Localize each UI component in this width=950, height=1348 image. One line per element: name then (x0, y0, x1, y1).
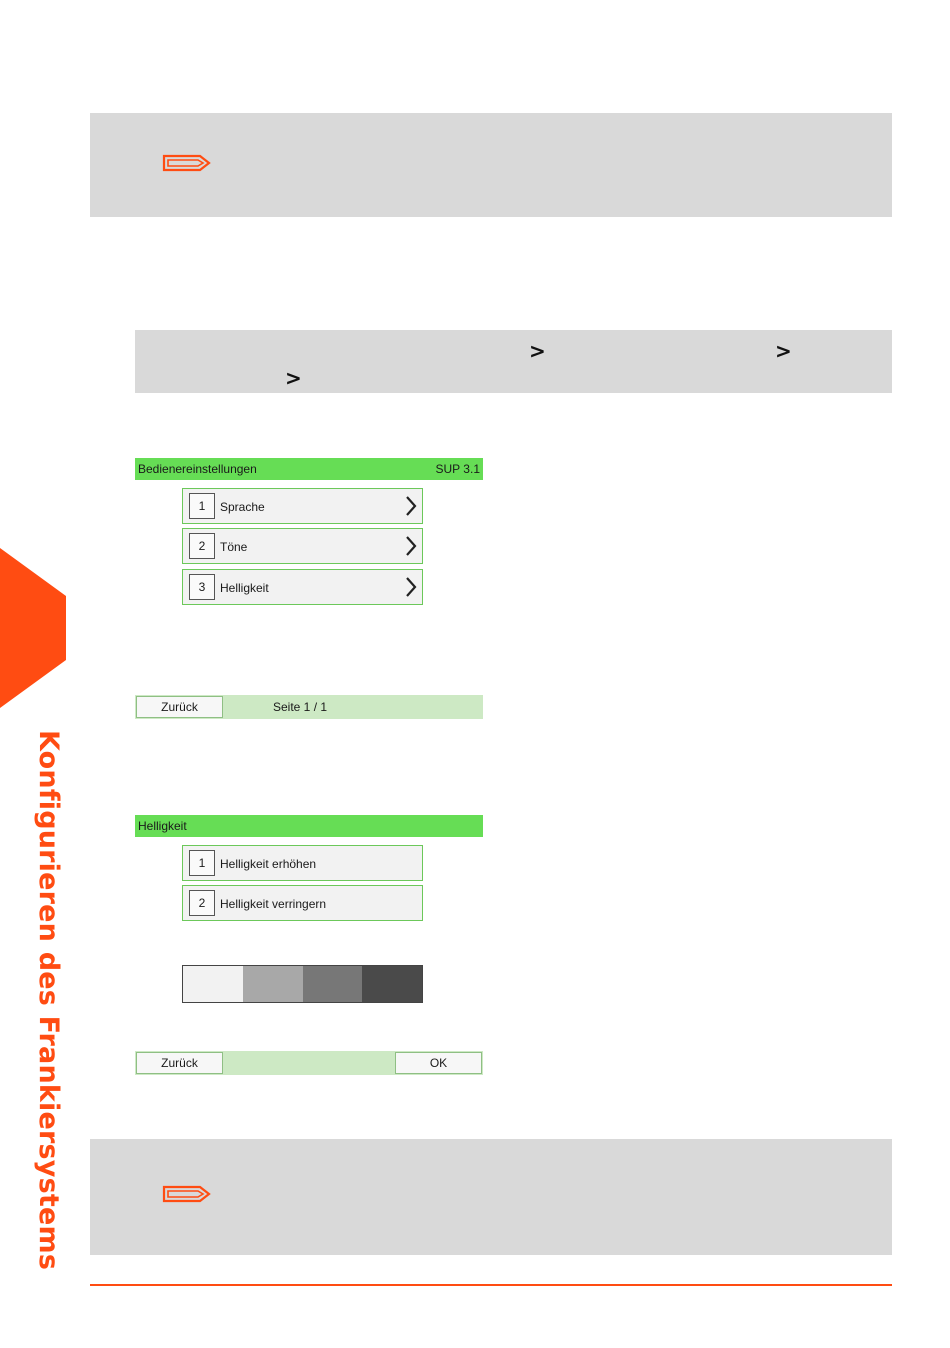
side-tab-marker (0, 548, 66, 708)
side-chapter-title: Konfigurieren des Frankiersystems (33, 730, 64, 1271)
path-arrow: > (775, 339, 792, 363)
brightness-segment-3 (303, 966, 363, 1002)
chevron-right-icon (404, 576, 418, 601)
ok-button[interactable]: OK (395, 1052, 482, 1074)
footer-divider (90, 1284, 892, 1286)
screen-title: Bedienereinstellungen (138, 462, 257, 476)
brightness-level-bar (182, 965, 423, 1003)
item-number: 2 (189, 890, 215, 916)
pencil-note-icon (162, 1184, 212, 1209)
menu-item-language[interactable] (182, 488, 423, 524)
path-arrow: > (529, 339, 546, 363)
note-box-top (90, 113, 892, 217)
note-box-bottom (90, 1139, 892, 1255)
menu-item-brightness-increase[interactable] (182, 845, 423, 881)
item-label: Sprache (220, 500, 265, 514)
path-arrow: > (285, 366, 302, 390)
menu-item-brightness-decrease[interactable] (182, 885, 423, 921)
screen-header (135, 458, 483, 480)
item-number: 3 (189, 574, 215, 600)
menu-path-box (135, 330, 892, 393)
screen-footer (135, 695, 483, 719)
screen-title: Helligkeit (138, 819, 187, 833)
chevron-right-icon (404, 535, 418, 560)
back-button[interactable]: Zurück (136, 696, 223, 718)
item-number: 2 (189, 533, 215, 559)
brightness-segment-1 (183, 966, 243, 1002)
item-number: 1 (189, 850, 215, 876)
item-label: Helligkeit erhöhen (220, 857, 317, 871)
menu-item-brightness[interactable] (182, 569, 423, 605)
pencil-note-icon (162, 153, 212, 178)
item-label: Töne (220, 540, 248, 554)
item-label: Helligkeit verringern (220, 897, 327, 911)
back-button[interactable]: Zurück (136, 1052, 223, 1074)
screen-operator-settings (135, 458, 483, 719)
item-number: 1 (189, 493, 215, 519)
chevron-right-icon (404, 495, 418, 520)
screen-brightness (135, 815, 483, 1077)
brightness-segment-4 (362, 966, 422, 1002)
screen-header (135, 815, 483, 837)
menu-item-tones[interactable] (182, 528, 423, 564)
brightness-segment-2 (243, 966, 303, 1002)
screen-code: SUP 3.1 (435, 462, 480, 476)
page-indicator: Seite 1 / 1 (273, 700, 328, 714)
item-label: Helligkeit (220, 581, 269, 595)
screen-footer (135, 1051, 483, 1075)
